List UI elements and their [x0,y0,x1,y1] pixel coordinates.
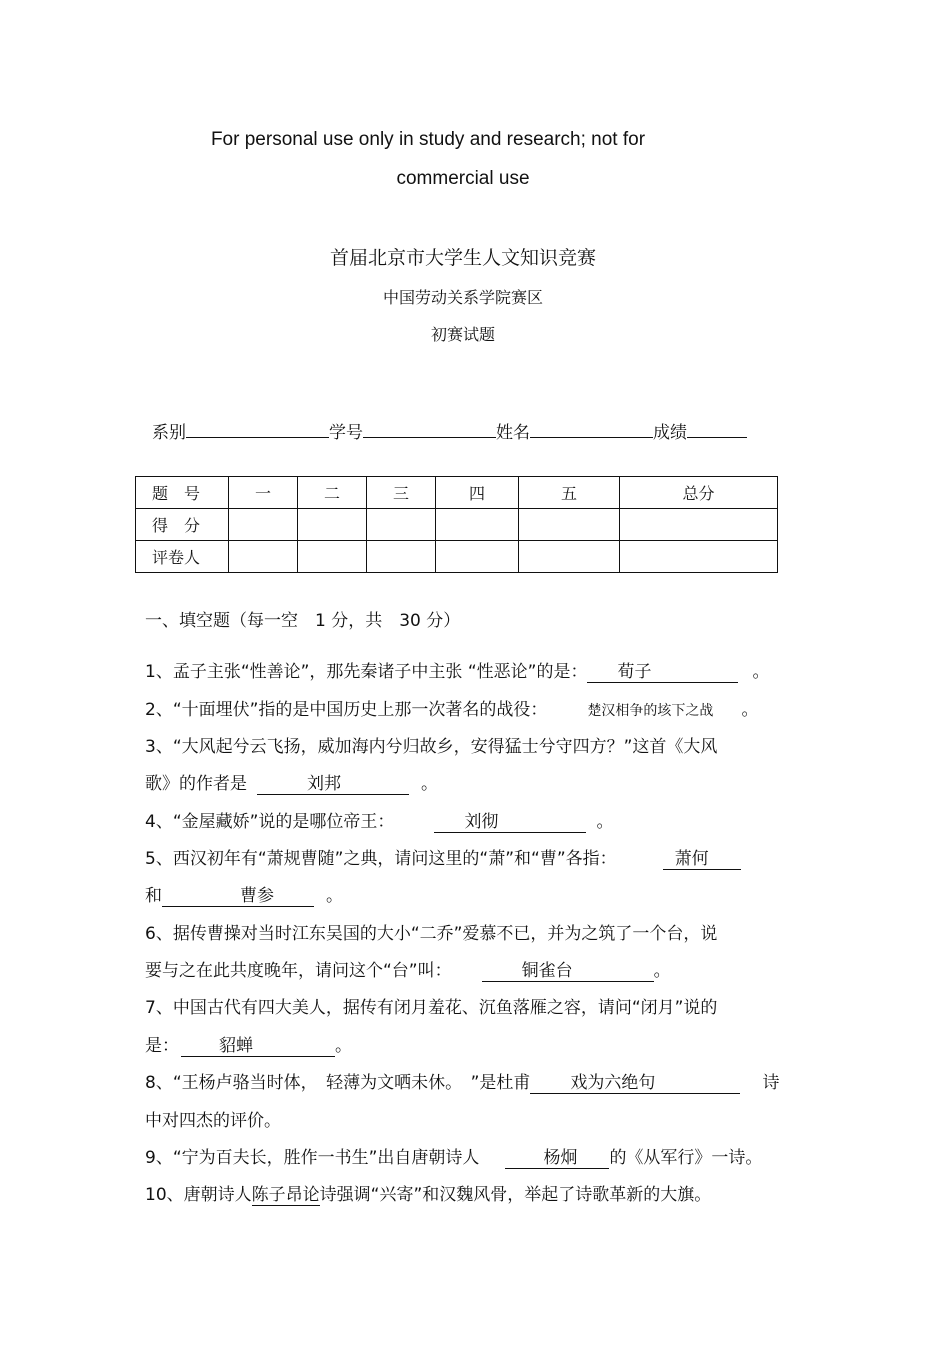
question-tail: 诗 [762,1073,780,1093]
student-id-blank[interactable] [363,419,496,438]
question-8-line-1 [145,1068,779,1094]
answer-text[interactable]: 楚汉相争的垓下之战 [587,703,714,719]
table-header-cell: 三 [367,477,436,509]
question-7-line-2 [145,1031,352,1057]
question-text: 9、“宁为百夫长，胜作一书生”出自唐朝诗人 [145,1148,480,1168]
question-tail: 。 [335,1036,352,1056]
question-9 [145,1143,762,1169]
name-label: 姓名 [496,423,530,443]
answer-blank[interactable]: 貂蝉 [181,1036,335,1057]
score-table-row [136,509,778,541]
question-tail: 的《从军行》一诗。 [609,1148,763,1168]
question-text: 1、孟子主张“性善论”，那先秦诸子中主张 “性恶论”的是： [145,662,588,682]
answer-blank[interactable]: 陈子昂论 [251,1185,320,1205]
answer-blank[interactable]: 杨炯 [505,1148,609,1169]
row-label-score: 得 分 [136,509,229,541]
answer-blank[interactable]: 荀子 [587,662,738,683]
grader-cell[interactable] [229,541,298,573]
table-header-cell: 二 [298,477,367,509]
question-tail: 。 [421,774,438,794]
answer-blank[interactable]: 刘邦 [257,774,409,795]
question-3-line-2 [145,769,438,795]
question-text: 歌》的作者是 [145,774,247,794]
score-table [135,476,778,573]
notice-line-1: For personal use only in study and research; not for [210,129,646,150]
question-2 [145,695,758,720]
question-5-line-2 [145,881,343,907]
notice-line-2: commercial use [396,168,530,189]
name-blank[interactable] [530,419,653,438]
question-tail: 。 [596,812,614,832]
question-text: 2、“十面埋伏”指的是中国历史上那一次著名的战役： [145,700,548,720]
score-label: 成绩 [653,423,687,443]
question-text: 和 [145,886,162,906]
grader-cell[interactable] [367,541,436,573]
question-tail: 。 [752,662,770,682]
student-id-label: 学号 [329,423,363,443]
question-tail: 。 [653,961,671,981]
question-5-line-1 [145,844,741,870]
grader-cell[interactable] [519,541,620,573]
score-blank[interactable] [687,419,747,438]
question-4 [145,807,613,833]
question-3-line-1: 3、“大风起兮云飞扬，威加海内兮归故乡，安得猛士兮守四方？”这首《大风 [145,737,718,757]
question-10 [145,1180,711,1206]
answer-blank[interactable]: 戏为六绝句 [530,1073,740,1094]
table-header-cell: 五 [519,477,620,509]
score-cell[interactable] [436,509,519,541]
department-label: 系别 [152,423,186,443]
score-cell[interactable] [229,509,298,541]
table-header-cell: 总分 [620,477,778,509]
grader-table-row [136,541,778,573]
row-label-grader: 评卷人 [136,541,229,573]
score-cell[interactable] [298,509,367,541]
question-tail: 。 [326,886,343,906]
grader-cell[interactable] [436,541,519,573]
question-6-line-2 [145,956,671,982]
answer-blank[interactable]: 刘彻 [434,812,586,833]
score-cell[interactable] [519,509,620,541]
score-cell[interactable] [620,509,778,541]
score-cell[interactable] [367,509,436,541]
table-header-cell: 一 [229,477,298,509]
question-text: 诗强调“兴寄”和汉魏风骨，举起了诗歌革新的大旗。 [319,1185,712,1205]
question-text: 10、唐朝诗人 [145,1185,252,1205]
section-heading: 一、填空题（每一空 1 分，共 30 分） [145,611,461,631]
question-8-line-2: 中对四杰的评价。 [145,1111,281,1131]
question-tail: 。 [741,700,759,720]
department-blank[interactable] [186,419,329,438]
exam-name: 初赛试题 [430,325,495,344]
grader-cell[interactable] [620,541,778,573]
page-subtitle: 中国劳动关系学院赛区 [382,288,543,307]
question-text: 是： [145,1036,179,1056]
question-text: 8、“王杨卢骆当时体， 轻薄为文哂未休。 ”是杜甫 [145,1073,531,1093]
page-title: 首届北京市大学生人文知识竞赛 [329,247,596,269]
question-1 [145,657,769,683]
answer-blank[interactable]: 萧何 [663,849,741,870]
student-info-row [152,418,747,443]
question-text: 5、西汉初年有“萧规曹随”之典，请问这里的“萧”和“曹”各指： [145,849,617,869]
answer-blank[interactable]: 曹参 [162,886,314,907]
question-6-line-1: 6、据传曹操对当时江东吴国的大小“二乔”爱慕不已，并为之筑了一个台，说 [145,924,718,944]
answer-blank[interactable]: 铜雀台 [482,961,654,982]
table-header-cell: 题 号 [136,477,229,509]
table-header-cell: 四 [436,477,519,509]
grader-cell[interactable] [298,541,367,573]
score-table-header-row [136,477,778,509]
question-text: 要与之在此共度晚年，请问这个“台”叫： [145,961,452,981]
question-text: 4、“金屋藏娇”说的是哪位帝王： [145,812,395,832]
question-7-line-1: 7、中国古代有四大美人，据传有闭月羞花、沉鱼落雁之容，请问“闭月”说的 [145,998,718,1018]
